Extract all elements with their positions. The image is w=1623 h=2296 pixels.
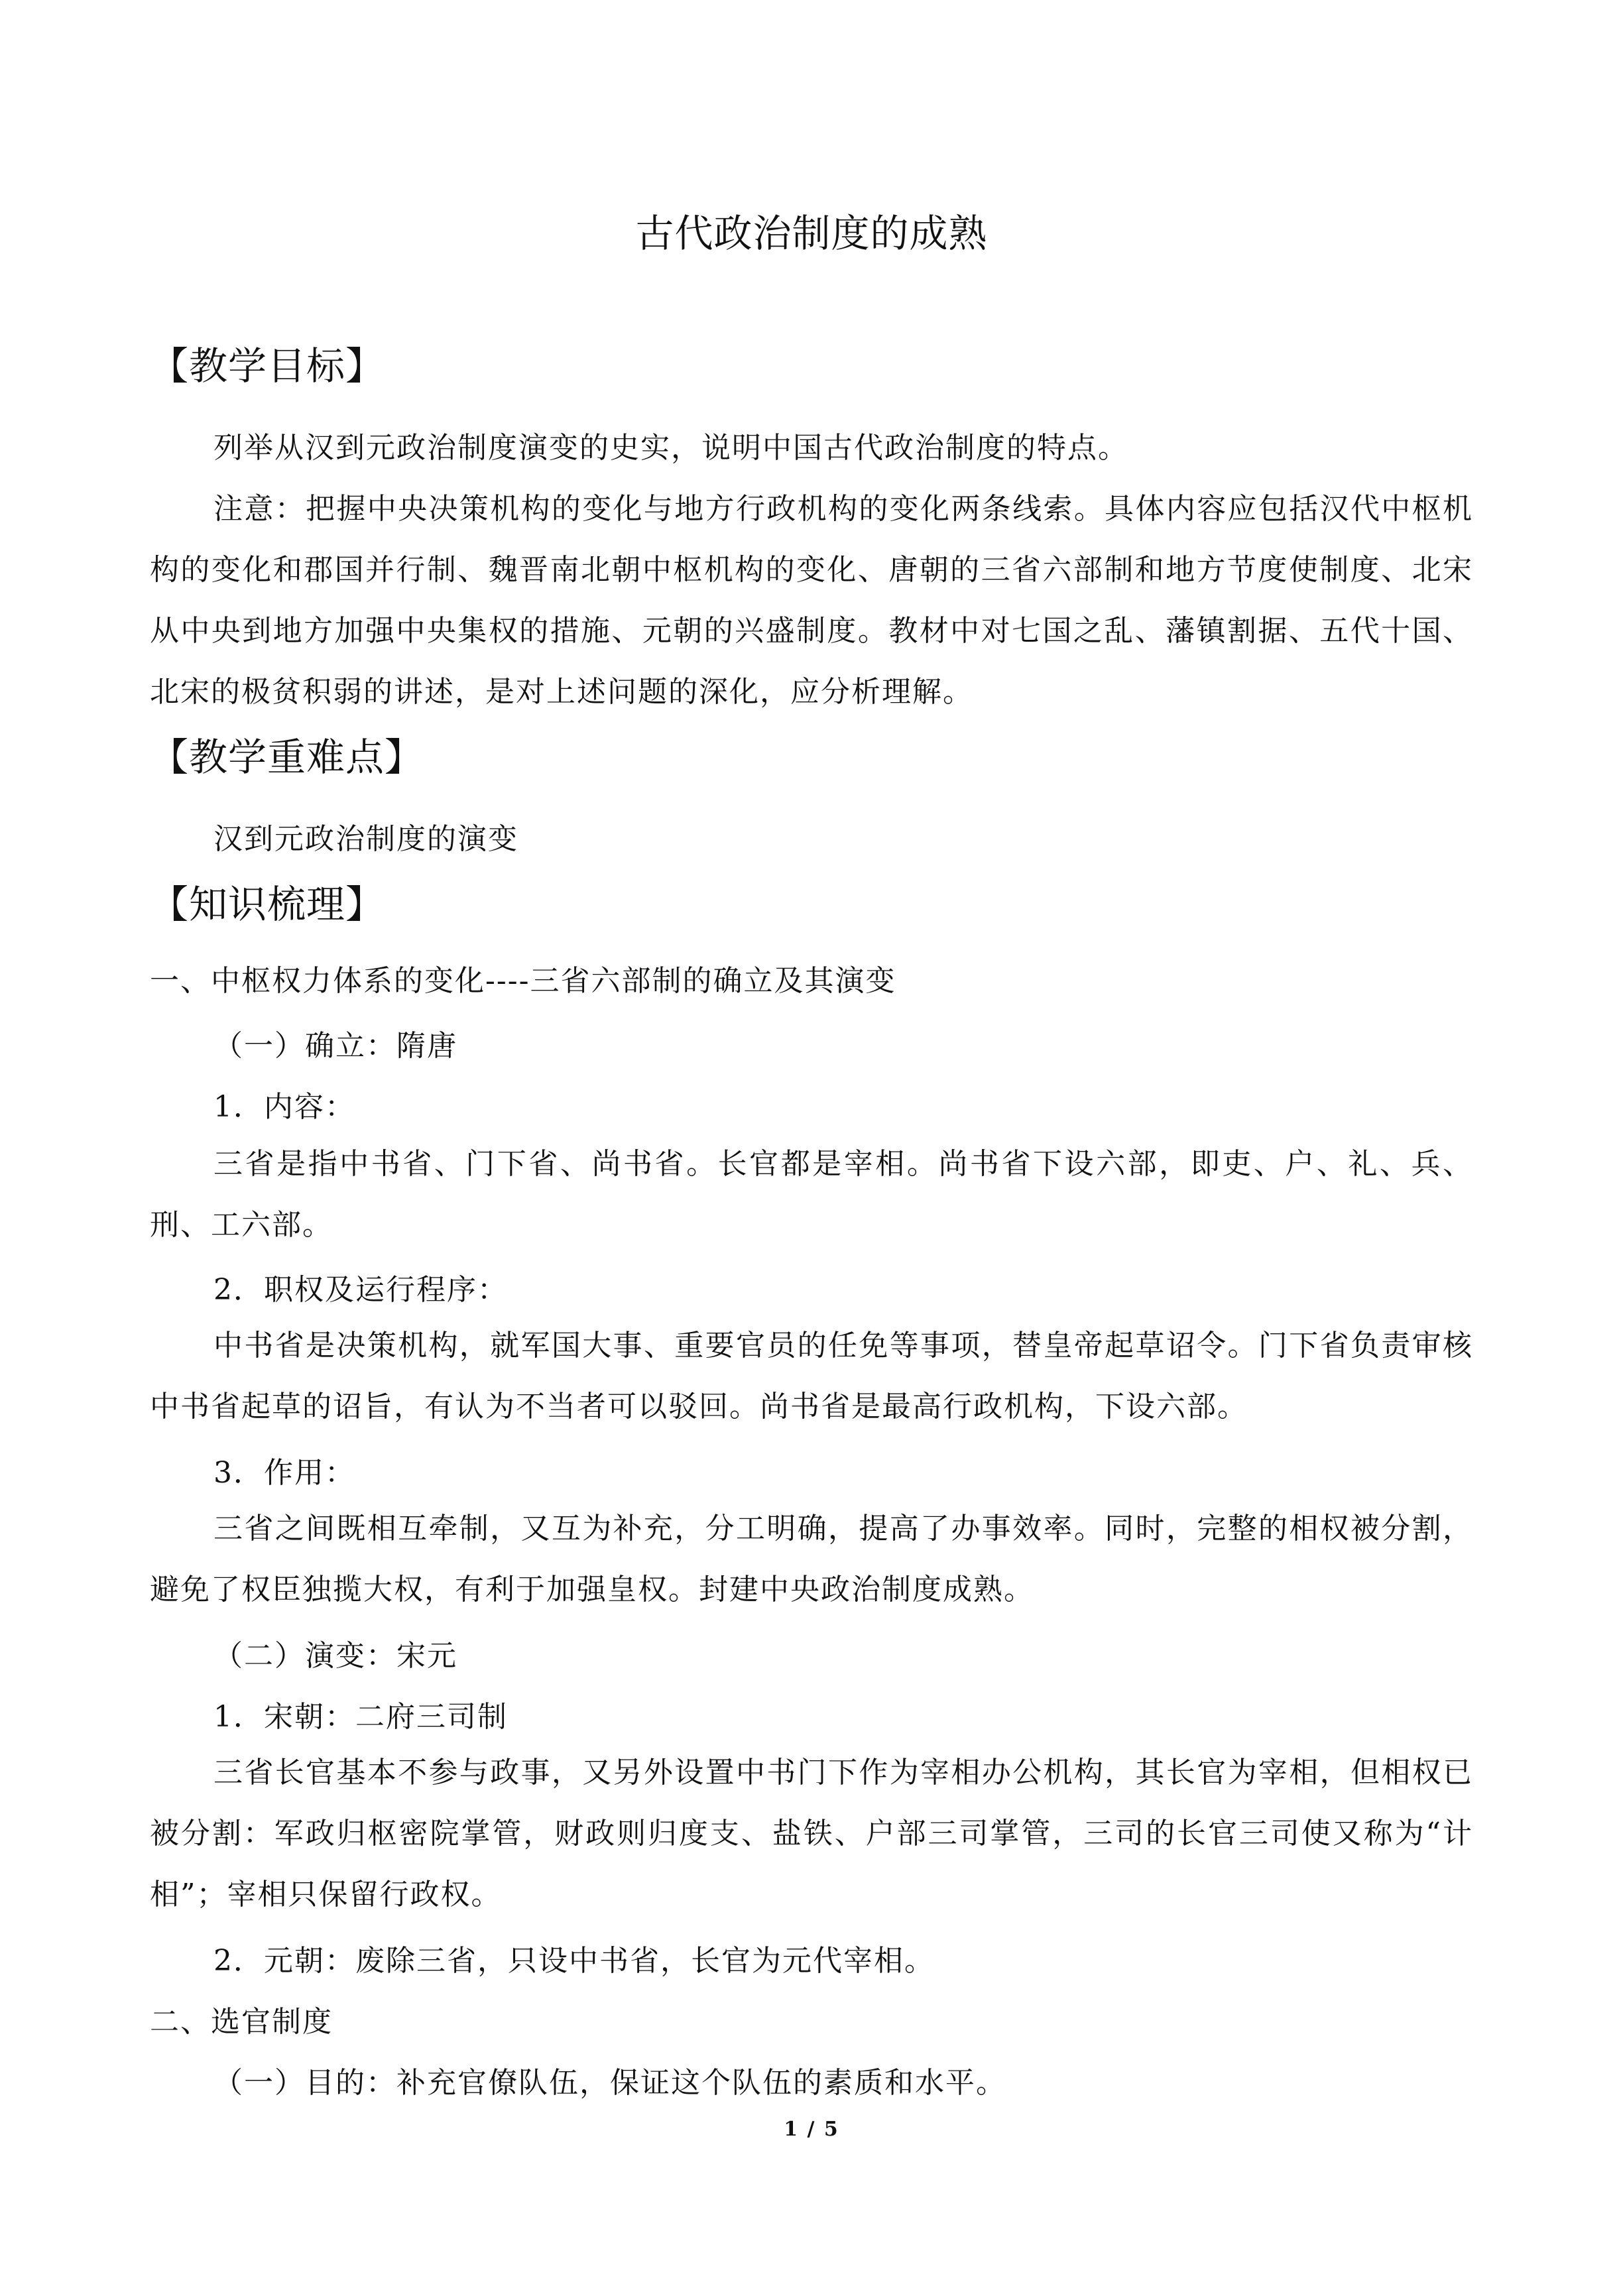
subsection-3-title: （一）目的：补充官僚队伍，保证这个队伍的素质和水平。 [213, 2066, 1006, 2100]
item-3-label: 3．作用： [213, 1456, 355, 1490]
part-1-title: 一、中枢权力体系的变化----三省六部制的确立及其演变 [150, 964, 896, 998]
paragraph-objectives-2: 注意：把握中央决策机构的变化与地方行政机构的变化两条线索。具体内容应包括汉代中枢机构的变化和郡国并行制、魏晋南北朝中枢机构的变化、唐朝的三省六部制和地方节度使制度、北宋从中央到地方加强中央集权的措施、元朝的兴盛制度。教材中对七国之乱、藩镇割据、五代十国、北宋的极贫积弱的讲述，是对上述问题的深化，应分析理解。 [150, 492, 1473, 709]
section-heading-difficulties: 【教学重难点】 [150, 735, 424, 780]
subsection-1-title: （一）确立：隋唐 [213, 1029, 457, 1063]
item-4-label: 1．宋朝：二府三司制 [213, 1700, 508, 1734]
item-1-text: 三省是指中书省、门下省、尚书省。长官都是宰相。尚书省下设六部，即吏、户、礼、兵、刑、工六部。 [150, 1147, 1473, 1242]
page-indicator: 1 / 5 [784, 2118, 839, 2141]
item-5-label: 2．元朝：废除三省，只设中书省，长官为元代宰相。 [213, 1944, 935, 1978]
paragraph-difficulties-1: 汉到元政治制度的演变 [213, 822, 518, 856]
item-2-text: 中书省是决策机构，就军国大事、重要官员的任免等事项，替皇帝起草诏令。门下省负责审核中书省起草的诏旨，有认为不当者可以驳回。尚书省是最高行政机构，下设六部。 [150, 1329, 1473, 1423]
section-heading-knowledge: 【知识梳理】 [150, 882, 385, 927]
item-3-text: 三省之间既相互牵制，又互为补充，分工明确，提高了办事效率。同时，完整的相权被分割，避免了权臣独揽大权，有利于加强皇权。封建中央政治制度成熟。 [150, 1512, 1473, 1606]
item-4-text: 三省长官基本不参与政事，又另外设置中书门下作为宰相办公机构，其长官为宰相，但相权已被分割：军政归枢密院掌管，财政则归度支、盐铁、户部三司掌管，三司的长官三司使又称为“计相”；宰相只保留行政权。 [150, 1756, 1473, 1911]
document-title: 古代政治制度的成熟 [635, 211, 988, 256]
item-1-label: 1．内容： [213, 1090, 355, 1124]
section-heading-objectives: 【教学目标】 [150, 343, 385, 389]
part-2-title: 二、选官制度 [150, 2005, 333, 2039]
subsection-2-title: （二）演变：宋元 [213, 1639, 457, 1673]
paragraph-objectives-1: 列举从汉到元政治制度演变的史实，说明中国古代政治制度的特点。 [213, 431, 1128, 465]
item-2-label: 2．职权及运行程序： [213, 1273, 508, 1307]
